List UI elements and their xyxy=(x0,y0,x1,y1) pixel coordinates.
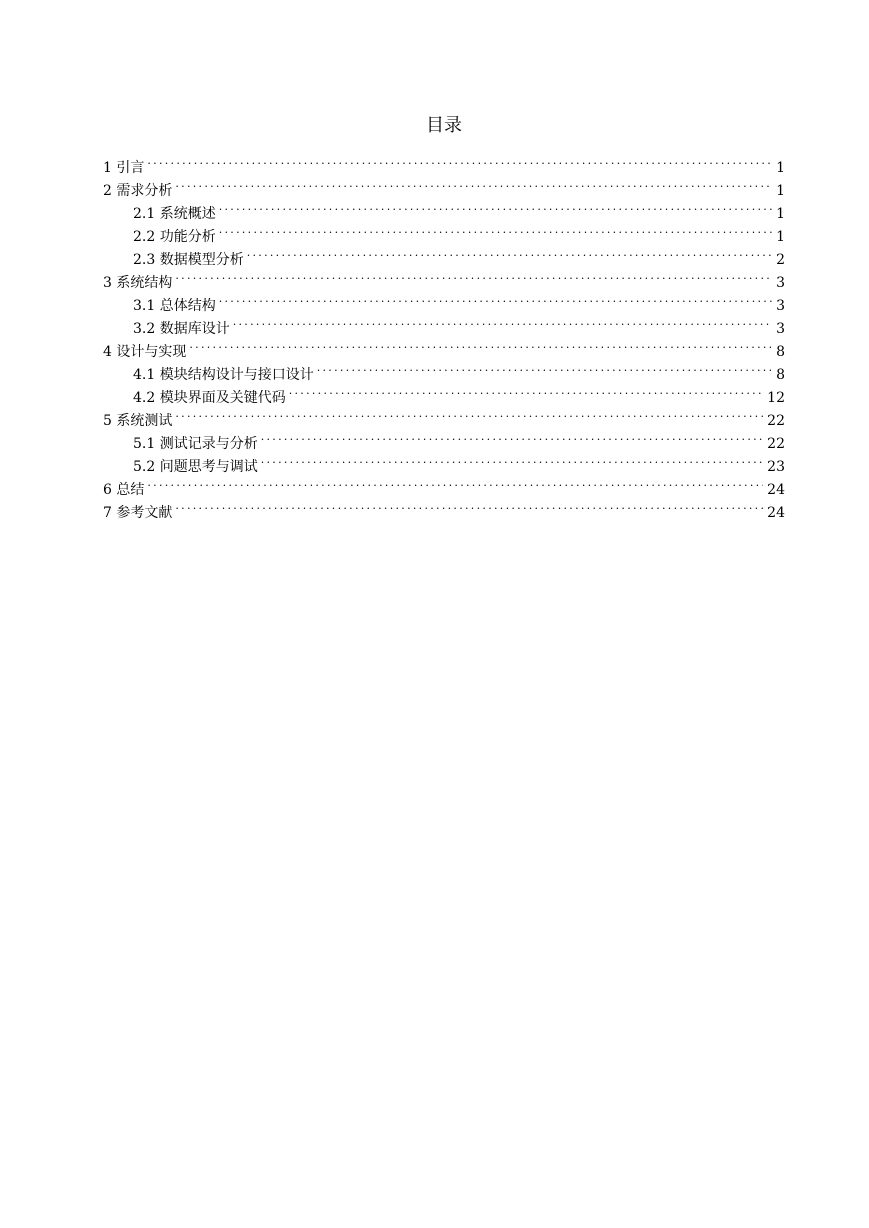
toc-leader-dots xyxy=(219,195,772,218)
toc-entry-label: 1 引言 xyxy=(103,160,145,176)
toc-entry-page: 24 xyxy=(767,505,785,521)
toc-entry-page: 3 xyxy=(776,275,785,291)
toc-entry-page: 12 xyxy=(767,390,785,406)
toc-entry[interactable] xyxy=(103,333,785,360)
toc-entry[interactable] xyxy=(103,149,785,176)
toc-leader-dots xyxy=(233,310,772,333)
toc-entry-label: 6 总结 xyxy=(103,482,145,498)
toc-entry-label: 5 系统测试 xyxy=(103,413,173,429)
toc-leader-dots xyxy=(147,149,772,172)
toc-entry-page: 2 xyxy=(776,252,785,268)
toc-leader-dots xyxy=(175,172,772,195)
toc-entry[interactable] xyxy=(103,471,785,498)
toc-leader-dots xyxy=(247,241,772,264)
table-of-contents xyxy=(103,149,785,521)
toc-entry-page: 1 xyxy=(776,183,785,199)
toc-entry-label: 3.2 数据库设计 xyxy=(133,321,230,337)
toc-leader-dots xyxy=(175,402,763,425)
toc-leader-dots xyxy=(261,448,763,471)
toc-leader-dots xyxy=(147,471,763,494)
toc-entry-page: 3 xyxy=(776,321,785,337)
toc-entry-label: 4.2 模块界面及关键代码 xyxy=(133,390,286,406)
toc-entry-label: 2.1 系统概述 xyxy=(133,206,216,222)
toc-entry-page: 1 xyxy=(776,229,785,245)
toc-entry[interactable] xyxy=(103,287,785,314)
toc-leader-dots xyxy=(175,264,772,287)
toc-entry-label: 5.1 测试记录与分析 xyxy=(133,436,258,452)
toc-entry-label: 2 需求分析 xyxy=(103,183,173,199)
toc-entry[interactable] xyxy=(103,356,785,383)
toc-entry-page: 24 xyxy=(767,482,785,498)
toc-entry-label: 4.1 模块结构设计与接口设计 xyxy=(133,367,314,383)
toc-entry-page: 22 xyxy=(767,413,785,429)
toc-entry-label: 2.3 数据模型分析 xyxy=(133,252,244,268)
toc-entry-label: 2.2 功能分析 xyxy=(133,229,216,245)
toc-entry-page: 1 xyxy=(776,206,785,222)
toc-entry-page: 22 xyxy=(767,436,785,452)
toc-title: 目录 xyxy=(426,115,462,136)
toc-entry-page: 23 xyxy=(767,459,785,475)
toc-entry-label: 3 系统结构 xyxy=(103,275,173,291)
toc-entry-label: 7 参考文献 xyxy=(103,505,173,521)
toc-leader-dots xyxy=(175,494,763,517)
toc-entry-page: 1 xyxy=(776,160,785,176)
toc-leader-dots xyxy=(189,333,772,356)
toc-entry[interactable] xyxy=(103,425,785,452)
toc-leader-dots xyxy=(219,218,772,241)
toc-entry[interactable] xyxy=(103,494,785,521)
toc-leader-dots xyxy=(219,287,772,310)
toc-entry[interactable] xyxy=(103,172,785,199)
toc-entry-page: 8 xyxy=(776,367,785,383)
toc-entry-page: 3 xyxy=(776,298,785,314)
toc-leader-dots xyxy=(289,379,763,402)
toc-entry[interactable] xyxy=(103,264,785,291)
toc-entry[interactable] xyxy=(103,402,785,429)
toc-entry[interactable] xyxy=(103,195,785,222)
toc-entry-label: 4 设计与实现 xyxy=(103,344,187,360)
toc-entry-label: 5.2 问题思考与调试 xyxy=(133,459,258,475)
toc-leader-dots xyxy=(261,425,763,448)
toc-leader-dots xyxy=(317,356,772,379)
toc-entry-label: 3.1 总体结构 xyxy=(133,298,216,314)
toc-entry-page: 8 xyxy=(776,344,785,360)
